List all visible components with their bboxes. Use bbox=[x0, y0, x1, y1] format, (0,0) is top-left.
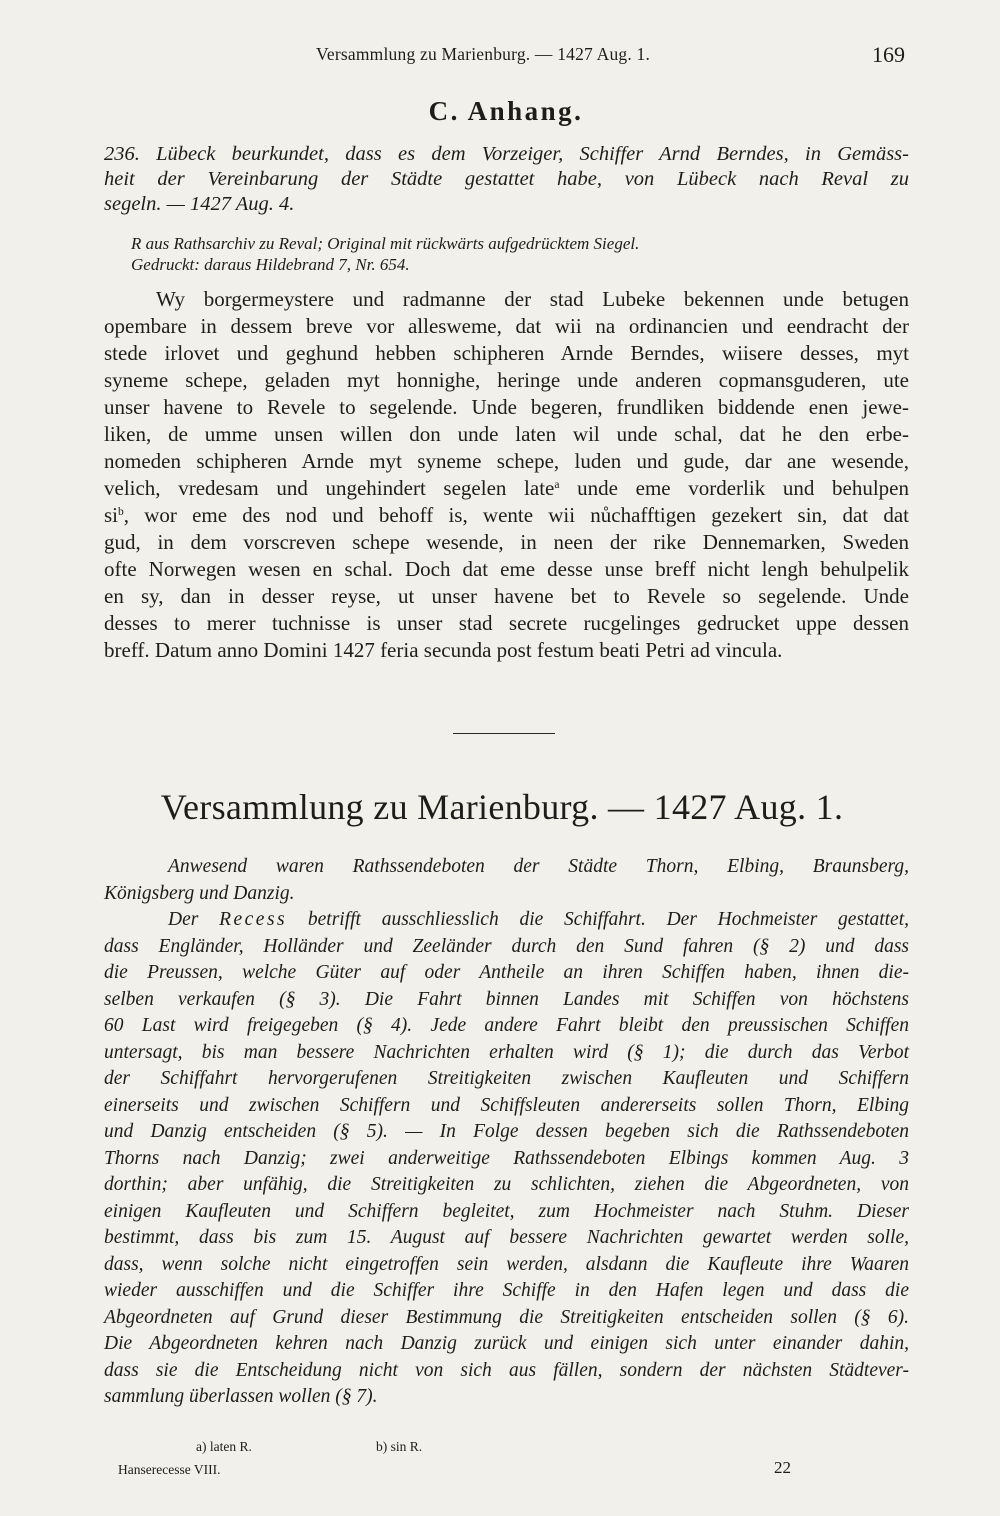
entry-heading-line: heit der Vereinbarung der Städte gestattet habe, von Lübeck nach Reval zu bbox=[104, 168, 909, 190]
summary-line: dass Engländer, Holländer und Zeeländer durch den Sund fahren (§ 2) und dass bbox=[104, 935, 909, 957]
summary-line: Die Abgeordneten kehren nach Danzig zurück und einigen sich unter einander dahin, bbox=[104, 1333, 909, 1354]
source-line: R aus Rathsarchiv zu Reval; Original mit rückwärts aufgedrücktem Siegel. bbox=[131, 234, 640, 253]
body-line: nomeden schipheren Arnde myt syneme schepe, luden und gude, dar ane wesende, bbox=[104, 449, 909, 473]
summary-line: Thorns nach Danzig; zwei anderweitige Rathssendeboten Elbings kommen Aug. 3 bbox=[104, 1147, 909, 1169]
entry-heading-line: 236. Lübeck beurkundet, dass es dem Vorzeiger, Schiffer Arnd Berndes, in Gemäss- bbox=[104, 143, 909, 165]
body-line: syneme schepe, geladen myt honnighe, heringe unde anderen copmansguderen, ute bbox=[104, 368, 909, 392]
body-line: ofte Norwegen wesen en schal. Doch dat eme desse unse breff nicht lengh behulpelik bbox=[104, 557, 909, 581]
body-line: en sy, dan in desser reyse, ut unser havene bet to Revele so segelende. Unde bbox=[104, 584, 909, 608]
recess-word: Recess bbox=[219, 909, 288, 930]
document-body bbox=[104, 286, 909, 664]
summary-line: selben verkaufen (§ 3). Die Fahrt binnen Landes mit Schiffen von höchstens bbox=[104, 988, 909, 1010]
body-line: opembare in dessem breve vor allesweme, dat wii na ordinancien und eendracht der bbox=[104, 314, 909, 338]
body-line: stede irlovet und geghund hebben schipheren Arnde Berndes, wiisere desses, myt bbox=[104, 341, 909, 365]
summary-line: Königsberg und Danzig. bbox=[104, 882, 295, 904]
summary-line: dass sie die Entscheidung nicht von sich aus fällen, sondern der nächsten Städtever- bbox=[104, 1359, 909, 1381]
section-heading: C. Anhang. bbox=[428, 96, 584, 126]
body-line-with-footnote-b bbox=[104, 502, 909, 529]
footnotes bbox=[196, 1439, 596, 1459]
summary-line: dass, wenn solche nicht eingetroffen sein werden, alsdann die Kaufleute ihre Waaren bbox=[104, 1253, 909, 1275]
body-line: breff. Datum anno Domini 1427 feria secunda post festum beati Petri ad vincula. bbox=[104, 638, 783, 662]
footnote-mark-a: a bbox=[554, 479, 560, 492]
entry-heading bbox=[104, 142, 909, 217]
body-line-text: , wor eme des nod und behoff is, wente wii nůchafftigen gezekert sin, dat dat bbox=[123, 503, 909, 527]
section-divider bbox=[453, 733, 555, 734]
summary-line-recess bbox=[104, 907, 909, 934]
summary-line: der Schiffahrt hervorgerufenen Streitigkeiten zwischen Kaufleuten und Schiffern bbox=[104, 1068, 909, 1089]
summary-line: einigen Kaufleuten und Schiffern begleitet, zum Hochmeister nach Stuhm. Dieser bbox=[104, 1200, 909, 1222]
summary-line: bestimmt, dass bis zum 15. August auf bessere Nachrichten gewartet werden solle, bbox=[104, 1227, 909, 1248]
sheet-signature: Hanserecesse VIII. bbox=[118, 1462, 221, 1477]
footnote-b: b) sin R. bbox=[376, 1439, 423, 1454]
page-footer bbox=[0, 1458, 1000, 1488]
summary-line: wieder ausschiffen und die Schiffer ihre Schiffe in den Hafen legen und dass die bbox=[104, 1280, 909, 1301]
running-title: Versammlung zu Marienburg. — 1427 Aug. 1. bbox=[316, 44, 651, 64]
footnote-mark-b: b bbox=[118, 506, 124, 519]
body-line-with-footnote-a bbox=[104, 475, 909, 502]
body-line-text: unde eme vorderlik und behulpen bbox=[559, 476, 909, 500]
summary-line: einerseits und zwischen Schiffern und Schiffsleuten andererseits sollen Thorn, Elbing bbox=[104, 1094, 909, 1116]
summary-line: Anwesend waren Rathssendeboten der Städte Thorn, Elbing, Braunsberg, bbox=[168, 856, 909, 877]
summary-line: Abgeordneten auf Grund dieser Bestimmung die Streitigkeiten entscheiden sollen (§ 6). bbox=[104, 1306, 909, 1328]
summary-line: sammlung überlassen wollen (§ 7). bbox=[104, 1386, 378, 1407]
meeting-summary bbox=[104, 854, 909, 1411]
body-line: desses to merer tuchnisse is unser stad secrete rucgelinges gedrucket uppe dessen bbox=[104, 611, 909, 635]
running-head bbox=[0, 44, 1000, 74]
summary-line-text: Der bbox=[168, 909, 220, 930]
body-line: liken, de umme unsen willen don unde laten wil unde schal, dat he den erbe- bbox=[104, 422, 909, 446]
meeting-title: Versammlung zu Marienburg. — 1427 Aug. 1. bbox=[160, 787, 844, 827]
summary-line: und Danzig entscheiden (§ 5). — In Folge dessen begeben sich die Rathssendeboten bbox=[104, 1121, 909, 1142]
summary-line: dorthin; aber unfähig, die Streitigkeiten zu schlichten, ziehen die Abgeordneten, von bbox=[104, 1174, 909, 1195]
body-line: unser havene to Revele to segelende. Unde begeren, frundliken biddende enen jewe- bbox=[104, 395, 909, 419]
body-line: gud, in dem vorscreven schepe wesende, in neen der rike Dennemarken, Sweden bbox=[104, 530, 909, 554]
source-note bbox=[131, 233, 831, 275]
summary-line: die Preussen, welche Güter auf oder Antheile an ihren Schiffen haben, ihnen die- bbox=[104, 962, 909, 983]
footnote-a: a) laten R. bbox=[196, 1439, 252, 1454]
entry-heading-line: segeln. — 1427 Aug. 4. bbox=[104, 193, 295, 215]
summary-line: 60 Last wird freigegeben (§ 4). Jede andere Fahrt bleibt den preussischen Schiffen bbox=[104, 1015, 909, 1036]
body-line-text: velich, vredesam und ungehindert segelen late bbox=[104, 476, 555, 500]
summary-line: untersagt, bis man bessere Nachrichten erhalten wird (§ 1); die durch das Verbot bbox=[104, 1041, 909, 1063]
summary-line-text: betrifft ausschliesslich die Schiffahrt. Der Hochmeister gestattet, bbox=[287, 909, 909, 930]
source-line: Gedruckt: daraus Hildebrand 7, Nr. 654. bbox=[131, 255, 410, 274]
body-line: Wy borgermeystere und radmanne der stad Lubeke bekennen unde betugen bbox=[156, 287, 909, 311]
body-line-text: si bbox=[104, 503, 119, 527]
page-number: 169 bbox=[872, 42, 905, 67]
sheet-number: 22 bbox=[774, 1458, 791, 1477]
